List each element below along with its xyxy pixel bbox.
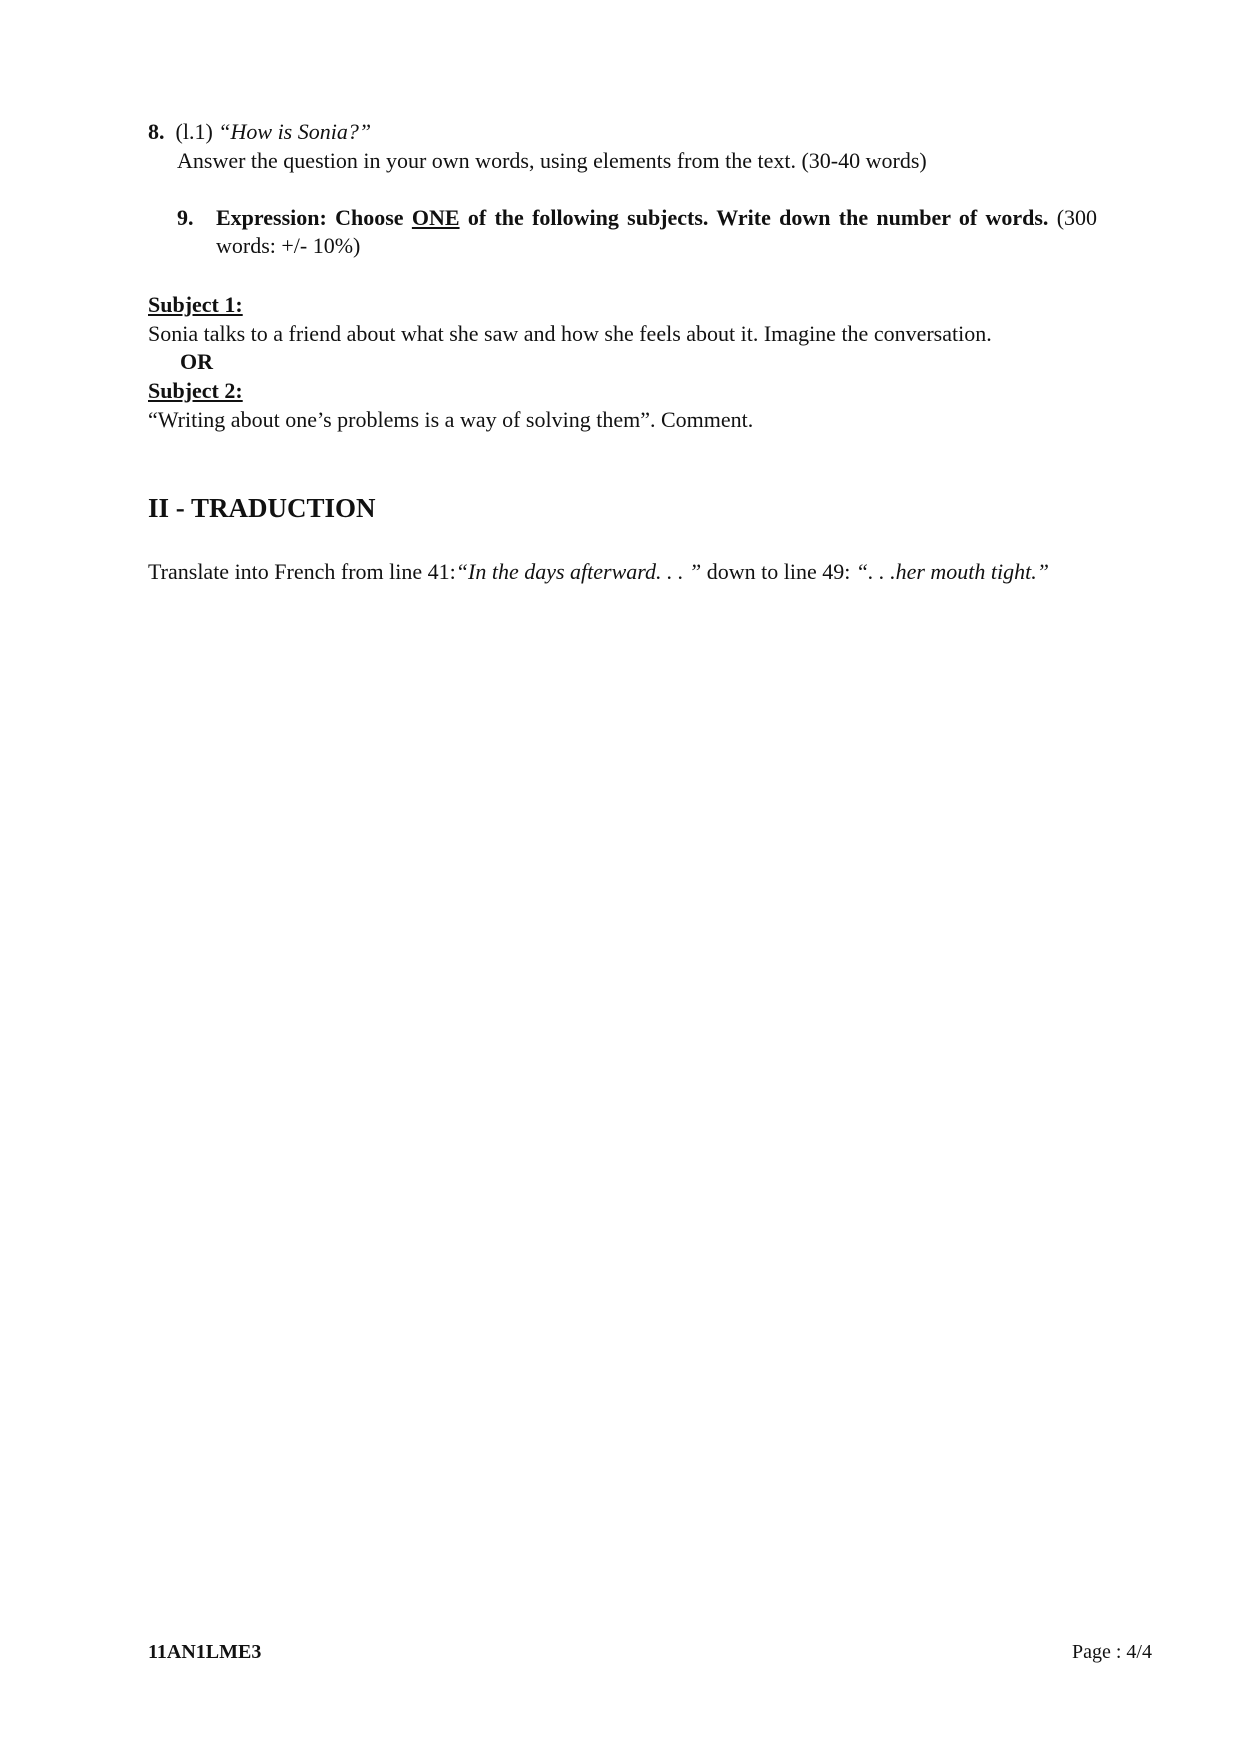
translation-instruction xyxy=(148,558,1092,586)
subject-2-title: Subject 2: xyxy=(148,378,243,403)
question-9-bold-a: Expression: Choose xyxy=(216,205,404,230)
question-8-line-ref: (l.1) xyxy=(175,119,213,144)
question-8-instruction: Answer the question in your own words, using elements from the text. (30-40 words) xyxy=(177,148,927,173)
question-9-text xyxy=(216,204,1097,260)
question-9-bold-b: of the following subjects. Write down the number of words. xyxy=(467,205,1049,230)
question-8-quote: “How is Sonia?” xyxy=(218,119,372,144)
section-heading-traduction: II - TRADUCTION xyxy=(148,493,376,523)
question-9-emphasis: ONE xyxy=(411,205,460,230)
footer-page-number: Page : 4/4 xyxy=(1072,1641,1152,1663)
or-label: OR xyxy=(180,349,213,374)
subject-2-text: “Writing about one’s problems is a way of solving them”. Comment. xyxy=(148,407,754,432)
question-9-number: 9. xyxy=(177,205,194,230)
subject-1-title: Subject 1: xyxy=(148,292,243,317)
translation-text-a: Translate into French from line 41: xyxy=(148,559,456,584)
question-9 xyxy=(177,204,1097,260)
question-8-number: 8. xyxy=(148,119,165,144)
subject-1-text: Sonia talks to a friend about what she saw and how she feels about it. Imagine the conversation. xyxy=(148,321,992,346)
question-8-header xyxy=(148,118,371,146)
translation-quote-start: “In the days afterward. . . ” xyxy=(455,559,702,584)
footer-exam-code: 11AN1LME3 xyxy=(148,1641,262,1663)
translation-quote-end: “. . .her mouth tight.” xyxy=(855,559,1049,584)
question-9-word-count: (300 words: +/- 10%) xyxy=(216,205,1098,258)
translation-text-b: down to line 49: xyxy=(706,559,851,584)
